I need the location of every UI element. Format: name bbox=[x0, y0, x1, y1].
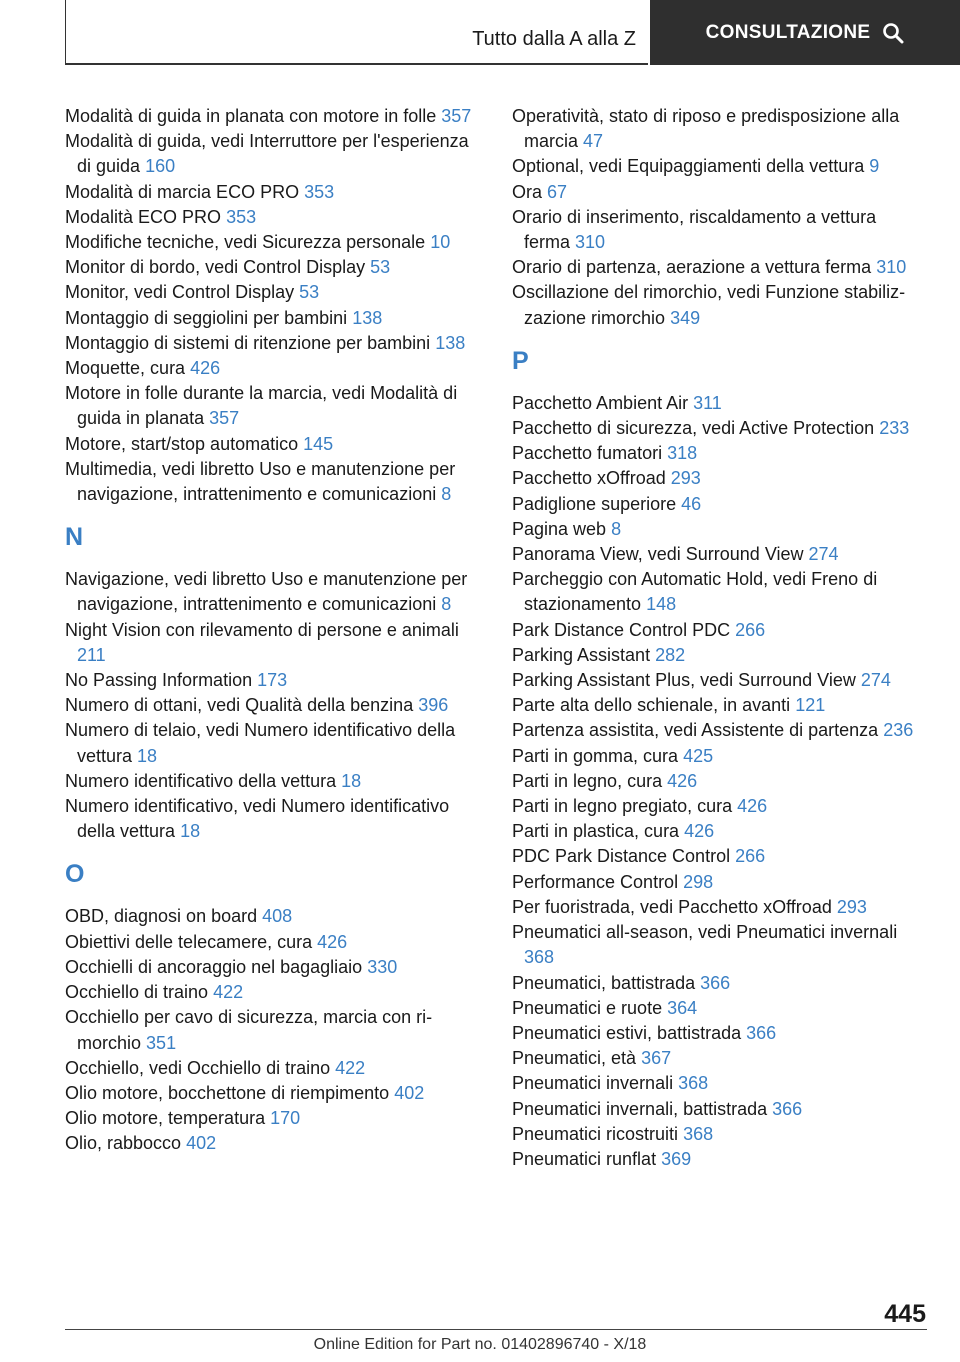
page-link[interactable]: 425 bbox=[683, 745, 714, 766]
page-link[interactable]: 364 bbox=[667, 997, 698, 1018]
page-link[interactable]: 318 bbox=[667, 443, 698, 464]
page-link[interactable]: 353 bbox=[304, 181, 335, 202]
page-link[interactable]: 368 bbox=[524, 947, 555, 968]
entry-text: Parking Assistant Plus, vedi Surround View bbox=[512, 670, 856, 691]
page-link[interactable]: 349 bbox=[670, 307, 701, 328]
header-left-rule bbox=[65, 0, 66, 64]
index-entry bbox=[65, 457, 485, 507]
entry-text: Moquette, cura bbox=[65, 358, 186, 379]
index-entry bbox=[65, 1106, 485, 1131]
index-letter-heading: O bbox=[65, 860, 85, 889]
index-entry bbox=[512, 819, 927, 844]
index-entry bbox=[512, 870, 927, 895]
entry-text: Occhiello di traino bbox=[65, 982, 209, 1003]
entry-text: Modalità di marcia ECO PRO bbox=[65, 181, 300, 202]
entry-text: Numero identificativo della vettura bbox=[65, 770, 337, 791]
page-link[interactable]: 18 bbox=[180, 821, 201, 842]
index-entry bbox=[512, 1046, 927, 1071]
entry-text: Montaggio di sistemi di ritenzione per bambini bbox=[65, 332, 431, 353]
entry-text: Olio motore, temperatura bbox=[65, 1108, 266, 1129]
index-entry bbox=[512, 996, 927, 1021]
page-link[interactable]: 170 bbox=[270, 1108, 301, 1129]
page-link[interactable]: 67 bbox=[547, 181, 568, 202]
page-link[interactable]: 53 bbox=[370, 257, 391, 278]
index-entry bbox=[512, 416, 927, 441]
entry-text: OBD, diagnosi on board bbox=[65, 906, 258, 927]
index-entry bbox=[65, 1081, 485, 1106]
page-link[interactable]: 293 bbox=[836, 896, 867, 917]
page-link[interactable]: 310 bbox=[876, 257, 907, 278]
index-entry bbox=[512, 1147, 927, 1172]
entry-text: Parti in legno, cura bbox=[512, 770, 663, 791]
entry-text: Parking Assistant bbox=[512, 644, 651, 665]
index-entry bbox=[512, 844, 927, 869]
page-link[interactable]: 426 bbox=[317, 931, 348, 952]
page-link[interactable]: 8 bbox=[441, 484, 452, 505]
index-entry bbox=[512, 104, 927, 154]
page-link[interactable]: 369 bbox=[661, 1148, 692, 1169]
entry-text: Pneumatici runflat bbox=[512, 1148, 657, 1169]
entry-text: Performance Control bbox=[512, 871, 679, 892]
index-entry bbox=[65, 255, 485, 280]
page-link[interactable]: 367 bbox=[641, 1048, 672, 1069]
page-link[interactable]: 396 bbox=[418, 695, 449, 716]
index-entry bbox=[512, 643, 927, 668]
index-entry bbox=[512, 280, 927, 330]
index-entry bbox=[65, 381, 485, 431]
index-entry bbox=[512, 971, 927, 996]
entry-text: Modalità di guida, vedi Interruttore per l'esperienza di guida bbox=[65, 131, 469, 177]
entry-text: Parte alta dello schienale, in avanti bbox=[512, 695, 791, 716]
index-entry bbox=[65, 1005, 485, 1055]
entry-text: Pneumatici estivi, battistrada bbox=[512, 1022, 742, 1043]
entry-text: Night Vision con rilevamento di persone e animali bbox=[65, 619, 459, 640]
index-entry bbox=[512, 1122, 927, 1147]
entry-text: Optional, vedi Equipaggiamenti della vettura bbox=[512, 156, 865, 177]
index-entry bbox=[512, 391, 927, 416]
index-entry bbox=[512, 920, 927, 970]
page-link[interactable]: 330 bbox=[367, 956, 398, 977]
page-link[interactable]: 8 bbox=[611, 518, 622, 539]
index-entry bbox=[512, 542, 927, 567]
index-letter-heading: P bbox=[512, 346, 529, 375]
entry-text: Per fuoristrada, vedi Pacchetto xOffroad bbox=[512, 896, 832, 917]
index-entry bbox=[65, 205, 485, 230]
entry-text: Padiglione superiore bbox=[512, 493, 677, 514]
page-link[interactable]: 8 bbox=[441, 594, 452, 615]
index-entry bbox=[65, 693, 485, 718]
entry-text: Olio, rabbocco bbox=[65, 1133, 182, 1154]
page-link[interactable]: 426 bbox=[684, 821, 715, 842]
index-entry bbox=[512, 567, 927, 617]
tab-label: CONSULTAZIONE bbox=[705, 21, 871, 43]
entry-text: Pneumatici ricostruiti bbox=[512, 1123, 679, 1144]
index-entry bbox=[512, 517, 927, 542]
index-entry bbox=[65, 356, 485, 381]
entry-text: Parcheggio con Automatic Hold, vedi Freno di stazionamento bbox=[512, 569, 878, 615]
entry-text: Pacchetto di sicurezza, vedi Active Protection bbox=[512, 418, 875, 439]
index-entry bbox=[65, 769, 485, 794]
index-entry bbox=[65, 718, 485, 768]
entry-text: Multimedia, vedi libretto Uso e manutenzione per navigazione, intrattenimento e comunicazioni bbox=[65, 458, 456, 505]
page-link[interactable]: 351 bbox=[146, 1032, 177, 1053]
entry-text: Numero identificativo, vedi Numero identificativo della vettura bbox=[65, 796, 450, 842]
index-entry bbox=[65, 955, 485, 980]
index-entry bbox=[512, 744, 927, 769]
entry-text: Navigazione, vedi libretto Uso e manutenzione per navigazione, intrattenimento e comunicazioni bbox=[65, 569, 468, 615]
page-link[interactable]: 9 bbox=[869, 156, 880, 177]
page-number: 445 bbox=[884, 1300, 926, 1328]
entry-text: Park Distance Control PDC bbox=[512, 619, 731, 640]
tab-consultazione[interactable] bbox=[650, 0, 960, 65]
page-link[interactable]: 274 bbox=[808, 544, 839, 565]
index-entry bbox=[512, 693, 927, 718]
page-link[interactable]: 148 bbox=[646, 594, 677, 615]
entry-text: Orario di partenza, aerazione a vettura ferma bbox=[512, 257, 872, 278]
index-entry bbox=[512, 1071, 927, 1096]
header-bottom-rule bbox=[65, 63, 648, 65]
index-entry bbox=[65, 331, 485, 356]
entry-text: Obiettivi delle telecamere, cura bbox=[65, 931, 313, 952]
page-link[interactable]: 293 bbox=[670, 468, 701, 489]
page-link[interactable]: 366 bbox=[700, 972, 731, 993]
page-link[interactable]: 46 bbox=[681, 493, 702, 514]
entry-text: Pacchetto xOffroad bbox=[512, 468, 666, 489]
index-column-left bbox=[65, 104, 485, 1157]
index-entry bbox=[65, 930, 485, 955]
page-link[interactable]: 353 bbox=[226, 206, 257, 227]
entry-text: Pneumatici invernali bbox=[512, 1073, 674, 1094]
section-title[interactable]: Tutto dalla A alla Z bbox=[472, 28, 636, 50]
page-link[interactable]: 366 bbox=[746, 1022, 777, 1043]
index-entry bbox=[65, 668, 485, 693]
entry-text: Modifiche tecniche, vedi Sicurezza personale bbox=[65, 232, 426, 253]
index-entry bbox=[512, 1021, 927, 1046]
index-entry bbox=[512, 205, 927, 255]
page-link[interactable]: 53 bbox=[299, 282, 320, 303]
page-link[interactable]: 311 bbox=[693, 392, 722, 413]
index-entry bbox=[512, 441, 927, 466]
index-entry bbox=[65, 230, 485, 255]
page-link[interactable]: 402 bbox=[394, 1082, 425, 1103]
page-link[interactable]: 426 bbox=[190, 358, 221, 379]
entry-text: Montaggio di seggiolini per bambini bbox=[65, 307, 348, 328]
entry-text: Pacchetto fumatori bbox=[512, 443, 663, 464]
index-entry bbox=[65, 904, 485, 929]
index-entry bbox=[65, 104, 485, 129]
entry-text: Pneumatici, età bbox=[512, 1048, 637, 1069]
entry-text: Orario di inserimento, riscaldamento a vettura ferma bbox=[512, 206, 877, 253]
index-entry bbox=[512, 492, 927, 517]
index-column-right bbox=[512, 104, 927, 1172]
page-link[interactable]: 145 bbox=[303, 433, 334, 454]
page-link[interactable]: 236 bbox=[883, 720, 914, 741]
index-entry bbox=[65, 306, 485, 331]
page-link[interactable]: 368 bbox=[683, 1123, 714, 1144]
page-link[interactable]: 426 bbox=[667, 770, 698, 791]
page-link[interactable]: 18 bbox=[137, 745, 158, 766]
index-entry bbox=[512, 794, 927, 819]
entry-text: Parti in gomma, cura bbox=[512, 745, 679, 766]
footer-rule bbox=[65, 1329, 927, 1330]
page-link[interactable]: 298 bbox=[683, 871, 714, 892]
entry-text: Parti in legno pregiato, cura bbox=[512, 796, 733, 817]
page-link[interactable]: 47 bbox=[583, 131, 604, 152]
page-link[interactable]: 233 bbox=[879, 418, 910, 439]
footer-text bbox=[0, 1336, 960, 1354]
index-entry bbox=[65, 1056, 485, 1081]
index-entry bbox=[65, 280, 485, 305]
index-entry bbox=[65, 1131, 485, 1156]
entry-text: Motore, start/stop automatico bbox=[65, 433, 299, 454]
page-link[interactable]: 138 bbox=[352, 307, 383, 328]
entry-text: Numero di telaio, vedi Numero identificativo della vettura bbox=[65, 720, 456, 766]
index-entry bbox=[65, 180, 485, 205]
page-link[interactable]: 274 bbox=[860, 670, 891, 691]
index-entry bbox=[512, 895, 927, 920]
entry-text: Ora bbox=[512, 181, 543, 202]
entry-text: Modalità ECO PRO bbox=[65, 206, 222, 227]
page-link[interactable]: 282 bbox=[655, 644, 686, 665]
page-link[interactable]: 357 bbox=[209, 408, 240, 429]
page-link[interactable]: 138 bbox=[435, 332, 466, 353]
index-entry bbox=[512, 718, 927, 743]
page-link[interactable]: 10 bbox=[430, 232, 451, 253]
page-link[interactable]: 173 bbox=[257, 670, 288, 691]
page-link[interactable]: 266 bbox=[735, 846, 766, 867]
index-entry bbox=[65, 980, 485, 1005]
index-entry bbox=[512, 154, 927, 179]
search-icon[interactable] bbox=[882, 22, 904, 44]
index-entry bbox=[512, 618, 927, 643]
index-entry bbox=[512, 255, 927, 280]
index-letter-heading: N bbox=[65, 523, 84, 552]
entry-text: Occhielli di ancoraggio nel bagagliaio bbox=[65, 956, 363, 977]
page-link[interactable]: 422 bbox=[213, 982, 244, 1003]
page-link[interactable]: 160 bbox=[145, 156, 176, 177]
entry-text: Pacchetto Ambient Air bbox=[512, 392, 689, 413]
entry-text: Oscillazione del rimorchio, vedi Funzione stabilizzazione rimorchio bbox=[512, 282, 906, 328]
page-link[interactable]: 121 bbox=[795, 695, 826, 716]
entry-text: Olio motore, bocchettone di riempimento bbox=[65, 1082, 390, 1103]
entry-text: Modalità di guida in planata con motore in folle bbox=[65, 106, 437, 126]
entry-text: Partenza assistita, vedi Assistente di partenza bbox=[512, 720, 879, 741]
page-link[interactable]: 18 bbox=[341, 770, 362, 791]
entry-text: Panorama View, vedi Surround View bbox=[512, 544, 804, 565]
index-entry bbox=[512, 180, 927, 205]
entry-text: Numero di ottani, vedi Qualità della benzina bbox=[65, 695, 414, 716]
entry-text: Pneumatici e ruote bbox=[512, 997, 663, 1018]
index-entry bbox=[65, 794, 485, 844]
page-link[interactable]: 310 bbox=[575, 232, 606, 253]
page-link[interactable]: 366 bbox=[772, 1098, 803, 1119]
page-link[interactable]: 357 bbox=[441, 106, 472, 126]
index-entry bbox=[65, 567, 485, 617]
entry-text: No Passing Information bbox=[65, 670, 253, 691]
page-link[interactable]: 402 bbox=[186, 1133, 217, 1154]
page-link[interactable]: 266 bbox=[735, 619, 766, 640]
index-entry bbox=[512, 466, 927, 491]
entry-text: Occhiello, vedi Occhiello di traino bbox=[65, 1057, 331, 1078]
index-entry bbox=[65, 129, 485, 179]
index-entry bbox=[65, 618, 485, 668]
index-entry bbox=[512, 769, 927, 794]
entry-text: Monitor, vedi Control Display bbox=[65, 282, 295, 303]
entry-text: Pneumatici invernali, battistrada bbox=[512, 1098, 768, 1119]
index-entry bbox=[512, 1097, 927, 1122]
index-entry bbox=[65, 432, 485, 457]
page-link[interactable]: 211 bbox=[77, 644, 106, 665]
page-link[interactable]: 408 bbox=[262, 906, 293, 927]
entry-text: PDC Park Distance Control bbox=[512, 846, 731, 867]
entry-text: Monitor di bordo, vedi Control Display bbox=[65, 257, 366, 278]
page-link[interactable]: 422 bbox=[335, 1057, 366, 1078]
page-link[interactable]: 426 bbox=[737, 796, 768, 817]
entry-text: Parti in plastica, cura bbox=[512, 821, 680, 842]
page-link[interactable]: 368 bbox=[678, 1073, 709, 1094]
edition-text: Online Edition for Part no. 01402896740 - X/18 bbox=[313, 1336, 647, 1353]
entry-text: Pneumatici, battistrada bbox=[512, 972, 696, 993]
entry-text: Pneumatici all-season, vedi Pneumatici invernali bbox=[512, 922, 898, 943]
entry-text: Occhiello per cavo di sicurezza, marcia con rimorchio bbox=[65, 1007, 433, 1053]
entry-text: Pagina web bbox=[512, 518, 607, 539]
index-entry bbox=[512, 668, 927, 693]
entry-text: Motore in folle durante la marcia, vedi Modalità di guida in planata bbox=[65, 383, 458, 429]
entry-text: Operatività, stato di riposo e predisposizione alla marcia bbox=[512, 106, 900, 152]
